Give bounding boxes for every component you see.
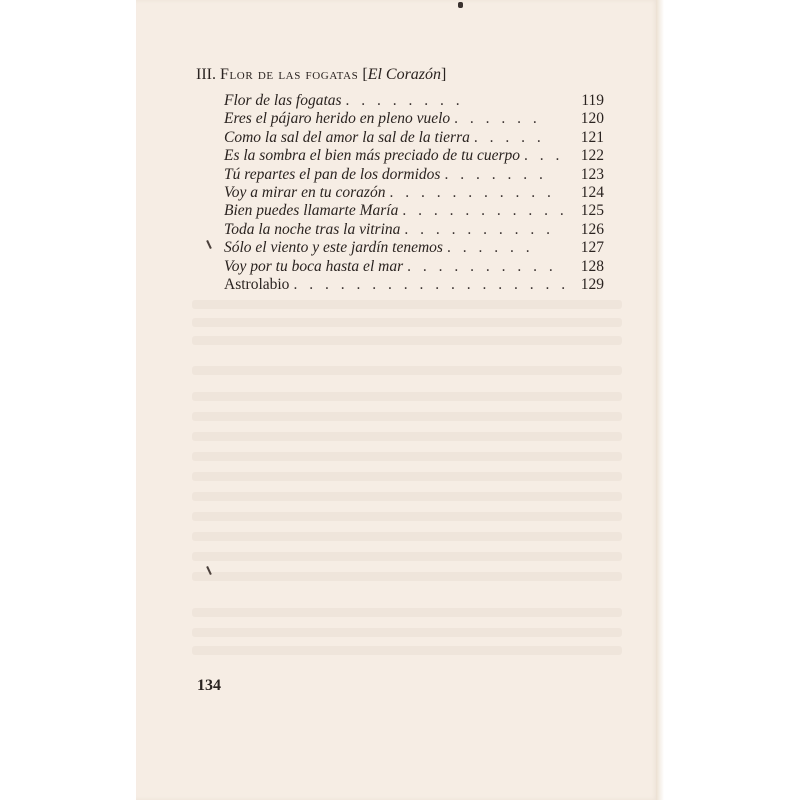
dot-leader: . . . . . . . . . . [404, 220, 555, 238]
ink-speck [458, 2, 463, 8]
section-subtitle: El Corazón [367, 66, 442, 83]
poem-title: Tú repartes el pan de los dormidos [224, 165, 441, 183]
toc-entry [224, 129, 604, 147]
bleed-through-line [192, 472, 622, 481]
toc-entry [224, 276, 604, 294]
page-number: 129 [580, 275, 604, 293]
bleed-through-line [192, 512, 622, 521]
dot-leader: . . . [524, 147, 564, 165]
poem-title: Toda la noche tras la vitrina [224, 220, 401, 238]
bleed-through-line [192, 628, 622, 637]
toc-entry [224, 184, 604, 202]
dot-leader: . . . . . . . . . . . [389, 183, 555, 201]
dot-leader: . . . . . . . . . . . . . . . . . . [293, 275, 570, 293]
bleed-through-line [192, 366, 622, 375]
page-number: 128 [580, 257, 604, 275]
toc-list [224, 92, 604, 294]
page-number: 124 [580, 183, 604, 201]
bleed-through-line [192, 392, 622, 401]
poem-title: Bien puedes llamarte María [224, 202, 399, 220]
page-number: 122 [580, 147, 604, 165]
page-number: 120 [580, 110, 604, 128]
page-number: 126 [580, 220, 604, 238]
page-number: 125 [580, 202, 604, 220]
page-number: 119 [581, 92, 604, 109]
dot-leader: . . . . . . [454, 110, 541, 128]
dot-leader: . . . . . . . [444, 165, 547, 183]
toc-entry [224, 92, 604, 110]
bleed-through-line [192, 412, 622, 421]
page-number: 127 [580, 239, 604, 257]
toc-entry [224, 147, 604, 165]
poem-title: Voy por tu boca hasta el mar [224, 257, 404, 275]
poem-title: Flor de las fogatas [224, 92, 342, 109]
bleed-through-line [192, 532, 622, 541]
bleed-through-line [192, 572, 622, 581]
bleed-through-line [192, 336, 622, 345]
section-title: Flor de las fogatas [219, 66, 359, 83]
toc-entry [224, 258, 604, 276]
dot-leader: . . . . . [473, 128, 545, 146]
bleed-through-line [192, 300, 622, 309]
page-number: 121 [580, 128, 604, 146]
dot-leader: . . . . . . . . . . . [402, 202, 568, 220]
bleed-through-line [192, 646, 622, 655]
poem-title: Voy a mirar en tu corazón [224, 183, 386, 201]
bleed-through-line [192, 608, 622, 617]
bleed-through-line [192, 492, 622, 501]
toc-entry [224, 166, 604, 184]
section-heading [196, 66, 616, 84]
bracket-close: ] [441, 66, 447, 83]
poem-title: Es la sombra el bien más preciado de tu cuerpo [224, 147, 521, 165]
dot-leader: . . . . . . [446, 239, 534, 257]
poem-title: Eres el pájaro herido en pleno vuelo [224, 110, 451, 128]
folio-page-number: 134 [197, 677, 221, 694]
page-number: 123 [580, 165, 604, 183]
bleed-through-line [192, 452, 622, 461]
dot-leader: . . . . . . . . . . [407, 257, 557, 275]
poem-title: Como la sal del amor la sal de la tierra [224, 128, 470, 146]
bleed-through-line [192, 552, 622, 561]
poem-title: Sólo el viento y este jardín tenemos [224, 239, 443, 257]
poem-title: Astrolabio [224, 275, 290, 293]
toc-entry [224, 239, 604, 257]
toc-entry [224, 110, 604, 128]
toc-entry [224, 202, 604, 220]
section-numeral: III. [196, 66, 216, 83]
page-edge [656, 0, 664, 800]
toc-entry [224, 221, 604, 239]
dot-leader: . . . . . . . . [345, 92, 464, 109]
bleed-through-line [192, 318, 622, 327]
bleed-through-line [192, 432, 622, 441]
bracket-open: [ [362, 66, 368, 83]
